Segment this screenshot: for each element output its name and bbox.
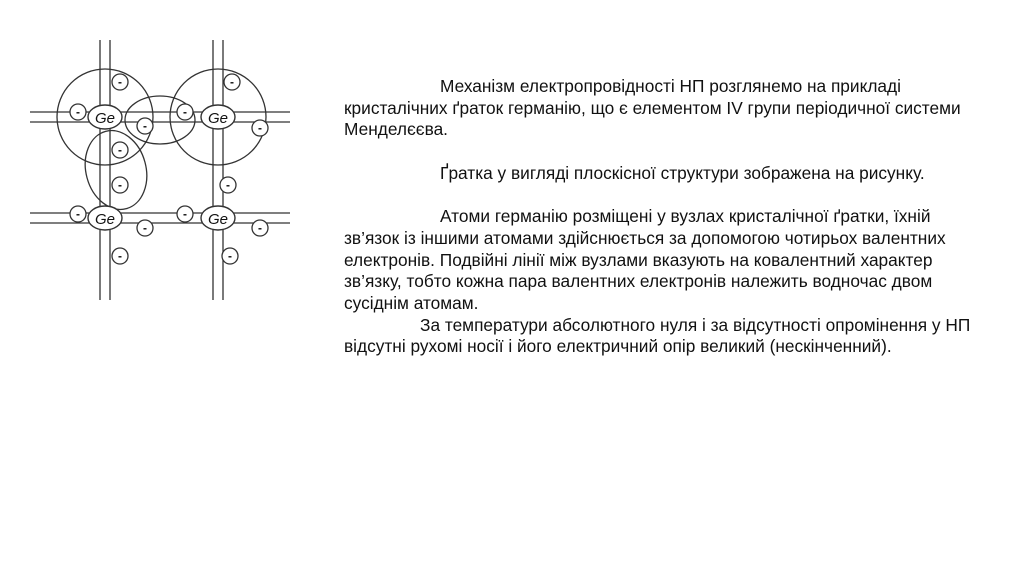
germanium-lattice-diagram — [20, 30, 300, 320]
svg-text:Ge: Ge — [207, 211, 229, 228]
electron — [70, 206, 86, 222]
electron — [177, 206, 193, 222]
electron — [112, 248, 128, 264]
svg-text:-: - — [76, 207, 80, 221]
paragraph-3: Атоми германію розміщені у вузлах кристалічної ґратки, їхній зв’язок із іншими атомами здійснюється за допомогою чотирьох валентних електронів. Подвійні лінії між вузлами вказують на ковалентний характер зв’язку, тобто кожна пара валентних електронів належить водночас двом сусіднім атомам. — [344, 206, 946, 313]
svg-text:-: - — [230, 75, 234, 89]
paragraph-2: Ґратка у вигляді плоскісної структури зображена на рисунку. — [440, 162, 925, 183]
bond-lines — [30, 40, 290, 300]
orbit-circles — [57, 69, 266, 216]
electron — [220, 177, 236, 193]
electron — [112, 177, 128, 193]
svg-text:-: - — [118, 75, 122, 89]
svg-text:Ge: Ge — [207, 110, 229, 127]
electron — [70, 104, 86, 120]
svg-text:-: - — [258, 221, 262, 235]
atom-node — [88, 105, 122, 129]
svg-text:-: - — [118, 249, 122, 263]
svg-text:Ge: Ge — [94, 110, 116, 127]
svg-text:-: - — [76, 105, 80, 119]
svg-text:-: - — [183, 207, 187, 221]
svg-text:-: - — [118, 143, 122, 157]
electron — [224, 74, 240, 90]
svg-text:-: - — [183, 105, 187, 119]
electron — [112, 142, 128, 158]
electron — [252, 220, 268, 236]
electron — [137, 118, 153, 134]
paragraph-1: Механізм електропровідності НП розглянемо на прикладі кристалічних ґраток германію, що є елементом IV групи періодичної системи Менделєєва. — [344, 76, 961, 140]
svg-text:-: - — [258, 121, 262, 135]
electron — [252, 120, 268, 136]
electron — [137, 220, 153, 236]
paragraph-4: За температури абсолютного нуля і за відсутності опромінення у НП відсутні рухомі носії і його електричний опір великий (нескінченний). — [344, 314, 971, 357]
electron — [112, 74, 128, 90]
atom-node — [88, 206, 122, 230]
svg-text:-: - — [228, 249, 232, 263]
svg-text:-: - — [143, 221, 147, 235]
atom-node — [201, 105, 235, 129]
electron — [177, 104, 193, 120]
svg-text:-: - — [118, 178, 122, 192]
slide-text — [344, 76, 984, 358]
atom-node — [201, 206, 235, 230]
svg-text:-: - — [143, 119, 147, 133]
svg-text:-: - — [226, 178, 230, 192]
svg-text:Ge: Ge — [94, 211, 116, 228]
electron — [222, 248, 238, 264]
